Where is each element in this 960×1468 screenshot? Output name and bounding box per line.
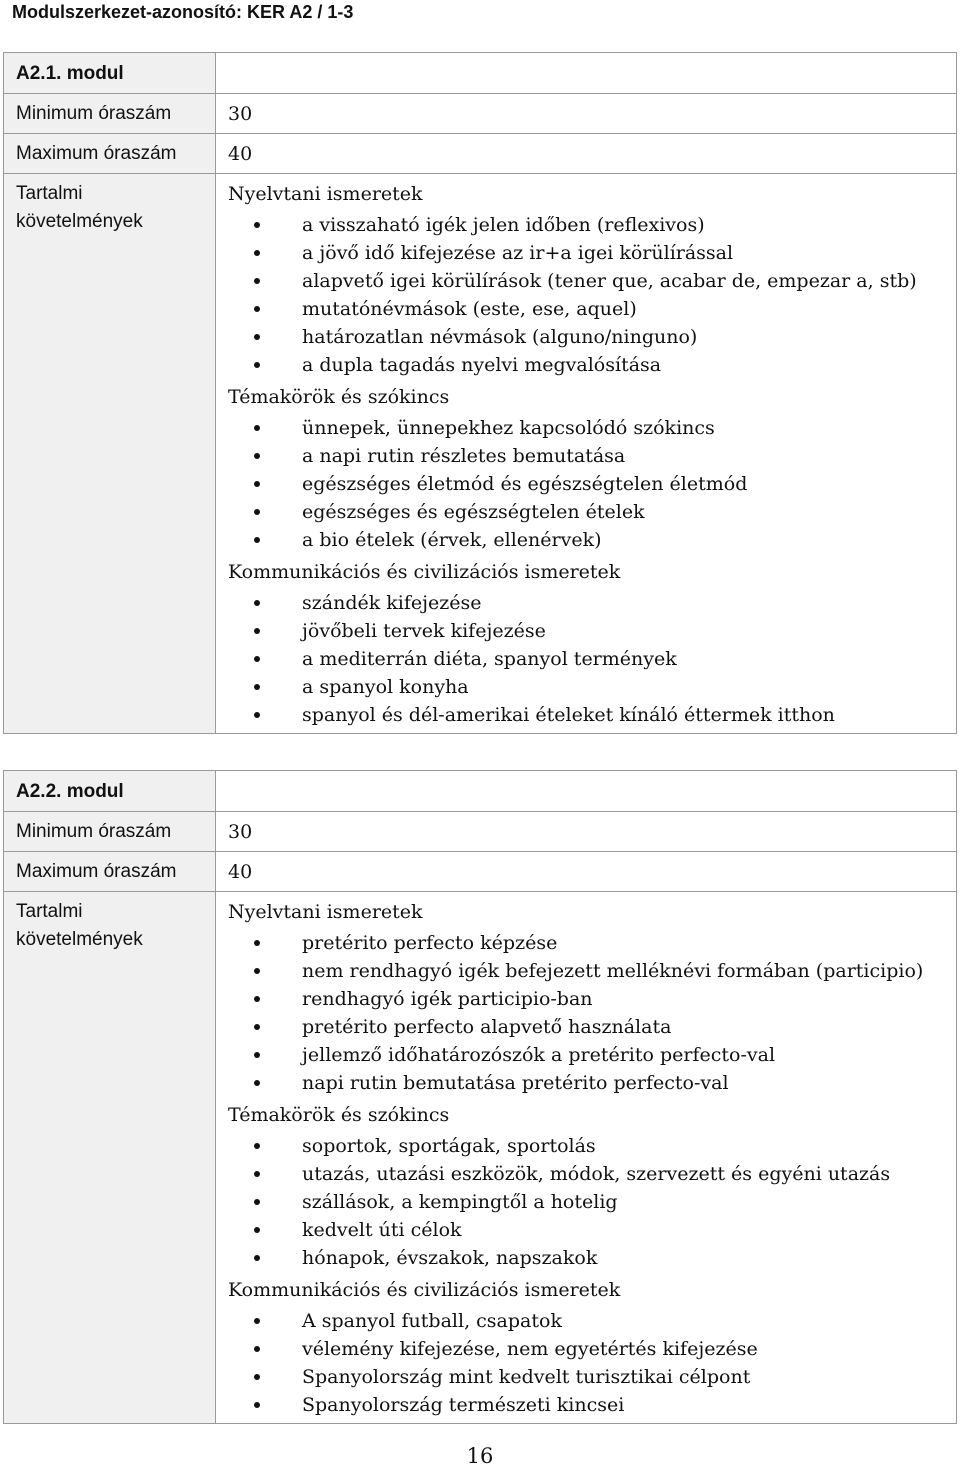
content-requirements-label [4, 892, 216, 1424]
list-item: spanyol és dél-amerikai ételeket kínáló éttermek itthon [228, 701, 944, 729]
section-title-topics: Témakörök és szókincs [228, 1104, 450, 1126]
max-hours-value: 40 [216, 134, 957, 174]
section-title-communication: Kommunikációs és civilizációs ismeretek [228, 1279, 621, 1301]
list-item: pretérito perfecto képzése [228, 929, 944, 957]
content-label-line-1: Tartalmi [16, 183, 83, 204]
list-item: a napi rutin részletes bemutatása [228, 442, 944, 470]
min-hours-value: 30 [216, 94, 957, 134]
list-item: pretérito perfecto alapvető használata [228, 1013, 944, 1041]
list-item: napi rutin bemutatása pretérito perfecto-val [228, 1069, 944, 1097]
min-hours-label: Minimum óraszám [4, 94, 216, 134]
list-item: alapvető igei körülírások (tener que, acabar de, empezar a, stb) [228, 267, 944, 295]
content-requirements-label [4, 174, 216, 734]
list-item: Spanyolország természeti kincsei [228, 1391, 944, 1419]
list-item: mutatónévmások (este, ese, aquel) [228, 295, 944, 323]
grammar-list [228, 211, 944, 379]
list-item: jövőbeli tervek kifejezése [228, 617, 944, 645]
max-hours-value: 40 [216, 852, 957, 892]
communication-list [228, 589, 944, 729]
list-item: a visszaható igék jelen időben (reflexivos) [228, 211, 944, 239]
module-title-empty-cell [216, 53, 957, 94]
list-item: jellemző időhatározószók a pretérito perfecto-val [228, 1041, 944, 1069]
list-item: a bio ételek (érvek, ellenérvek) [228, 526, 944, 554]
content-requirements [216, 892, 957, 1424]
list-item: vélemény kifejezése, nem egyetértés kifejezése [228, 1335, 944, 1363]
list-item: a spanyol konyha [228, 673, 944, 701]
list-item: soportok, sportágak, sportolás [228, 1132, 944, 1160]
topics-list [228, 1132, 944, 1272]
communication-list [228, 1307, 944, 1419]
list-item: a mediterrán diéta, spanyol termények [228, 645, 944, 673]
list-item: a jövő idő kifejezése az ir+a igei körülírással [228, 239, 944, 267]
module-title: A2.1. modul [4, 53, 216, 94]
min-hours-value: 30 [216, 812, 957, 852]
section-title-grammar: Nyelvtani ismeretek [228, 183, 423, 205]
grammar-list [228, 929, 944, 1097]
list-item: a dupla tagadás nyelvi megvalósítása [228, 351, 944, 379]
list-item: nem rendhagyó igék befejezett melléknévi formában (participio) [228, 957, 944, 985]
module-title: A2.2. modul [4, 771, 216, 812]
topics-list [228, 414, 944, 554]
list-item: ünnepek, ünnepekhez kapcsolódó szókincs [228, 414, 944, 442]
list-item: szándék kifejezése [228, 589, 944, 617]
list-item: hónapok, évszakok, napszakok [228, 1244, 944, 1272]
list-item: egészséges és egészségtelen ételek [228, 498, 944, 526]
section-title-grammar: Nyelvtani ismeretek [228, 901, 423, 923]
max-hours-label: Maximum óraszám [4, 134, 216, 174]
section-title-topics: Témakörök és szókincs [228, 386, 450, 408]
list-item: utazás, utazási eszközök, módok, szervezett és egyéni utazás [228, 1160, 944, 1188]
module-title-empty-cell [216, 771, 957, 812]
list-item: kedvelt úti célok [228, 1216, 944, 1244]
content-label-line-2: követelmények [16, 211, 143, 232]
list-item: egészséges életmód és egészségtelen életmód [228, 470, 944, 498]
page-number: 16 [466, 1444, 494, 1468]
list-item: határozatlan névmások (alguno/ninguno) [228, 323, 944, 351]
module-table-a2-2 [3, 770, 957, 1424]
content-label-line-2: követelmények [16, 929, 143, 950]
list-item: rendhagyó igék participio-ban [228, 985, 944, 1013]
min-hours-label: Minimum óraszám [4, 812, 216, 852]
section-title-communication: Kommunikációs és civilizációs ismeretek [228, 561, 621, 583]
max-hours-label: Maximum óraszám [4, 852, 216, 892]
content-requirements [216, 174, 957, 734]
content-label-line-1: Tartalmi [16, 901, 83, 922]
list-item: szállások, a kempingtől a hotelig [228, 1188, 944, 1216]
module-table-a2-1 [3, 52, 957, 734]
module-structure-id: Modulszerkezet-azonosító: KER A2 / 1-3 [12, 2, 354, 22]
list-item: Spanyolország mint kedvelt turisztikai célpont [228, 1363, 944, 1391]
list-item: A spanyol futball, csapatok [228, 1307, 944, 1335]
